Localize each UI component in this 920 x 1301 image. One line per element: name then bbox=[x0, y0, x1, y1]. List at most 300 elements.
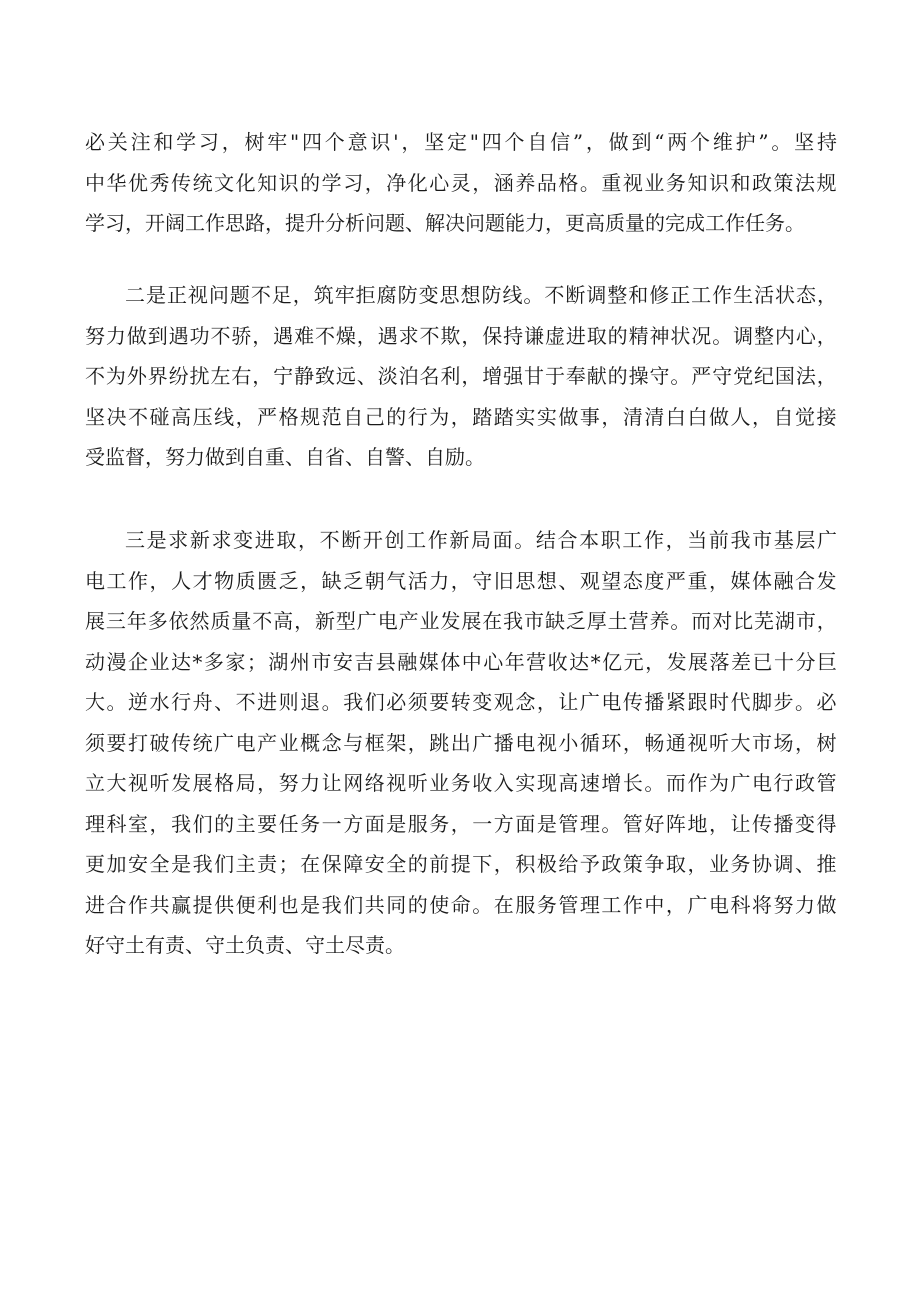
line-char: 作 bbox=[128, 568, 149, 593]
line-char: 和 bbox=[153, 130, 174, 154]
line-char: ， bbox=[816, 283, 837, 307]
line-char: 电 bbox=[85, 568, 105, 593]
line-char: 理 bbox=[579, 811, 600, 836]
line-char: ， bbox=[149, 811, 170, 836]
paragraph-line bbox=[85, 397, 837, 438]
line-char: 法 bbox=[795, 364, 816, 388]
line-char: 静 bbox=[294, 364, 315, 388]
line-char: 管 bbox=[816, 771, 837, 795]
line-char: ， bbox=[708, 811, 729, 836]
line-char: 漫 bbox=[106, 649, 127, 674]
line-char: 不 bbox=[210, 323, 231, 348]
line-char: ， bbox=[585, 130, 606, 154]
line-char: 进 bbox=[565, 323, 586, 348]
paragraph-line bbox=[85, 122, 837, 163]
line-char: 旧 bbox=[493, 568, 514, 593]
line-char: 好 bbox=[644, 811, 665, 836]
line-char: 筑 bbox=[313, 283, 334, 307]
line-char: 中 bbox=[644, 892, 665, 917]
line-char: 时 bbox=[708, 690, 729, 714]
line-char: 知 bbox=[257, 170, 278, 195]
line-char: 。 bbox=[321, 690, 342, 714]
line-char: 力 bbox=[795, 892, 816, 917]
line-char: 们 bbox=[343, 892, 364, 917]
paragraph-line bbox=[85, 804, 837, 845]
line-char: 牢 bbox=[334, 283, 355, 307]
line-char: 我 bbox=[321, 892, 342, 917]
line-char: 提 bbox=[450, 852, 471, 876]
line-char: 扰 bbox=[189, 364, 210, 388]
line-char: 电 bbox=[515, 730, 536, 755]
line-char: 踏 bbox=[472, 404, 493, 429]
line-char: 须 bbox=[85, 730, 105, 755]
line-char: 纷 bbox=[168, 364, 189, 388]
line-char: “ bbox=[654, 130, 665, 154]
line-char: 拒 bbox=[355, 283, 376, 307]
line-char: 创 bbox=[384, 528, 405, 552]
line-char: 市 bbox=[795, 609, 816, 633]
line-char: 出 bbox=[450, 730, 471, 755]
line-char: 土 bbox=[607, 609, 628, 633]
line-char: 养 bbox=[649, 609, 670, 633]
line-char: 供 bbox=[214, 892, 235, 917]
line-char: 。 bbox=[514, 528, 535, 552]
line-char: 管 bbox=[558, 892, 579, 917]
line-char: 提 bbox=[192, 892, 213, 917]
line-char: 广 bbox=[214, 730, 235, 755]
line-char: 才 bbox=[192, 568, 213, 593]
line-char: 予 bbox=[579, 852, 600, 876]
line-char: 不 bbox=[128, 404, 149, 429]
line-char: 外 bbox=[126, 364, 147, 388]
line-char: 朝 bbox=[364, 568, 385, 593]
line-char: 务 bbox=[730, 852, 751, 876]
line-char: 宁 bbox=[273, 364, 294, 388]
line-char: 。 bbox=[472, 892, 493, 917]
line-char: 强 bbox=[503, 364, 524, 388]
line-char: 电 bbox=[601, 690, 622, 714]
paragraph-line bbox=[85, 642, 837, 683]
line-char: 做 bbox=[126, 323, 147, 348]
line-char: 破 bbox=[149, 730, 170, 755]
line-char: 湖 bbox=[774, 609, 795, 633]
line-char: 习 bbox=[198, 130, 219, 154]
line-char: 传 bbox=[171, 170, 192, 195]
line-char: 。 bbox=[712, 323, 733, 348]
line-char: 坚 bbox=[794, 130, 815, 154]
line-char: 。 bbox=[523, 283, 544, 307]
line-char: 甘 bbox=[524, 364, 545, 388]
line-char: 求 bbox=[168, 528, 189, 552]
line-char: 络 bbox=[364, 771, 385, 795]
line-char: 状 bbox=[670, 323, 691, 348]
line-char: 做 bbox=[816, 892, 837, 917]
line-char: 融 bbox=[773, 568, 794, 593]
line-char: 念 bbox=[515, 690, 536, 714]
line-char: 协 bbox=[751, 852, 772, 876]
line-char: ” bbox=[572, 130, 584, 154]
line-char: ， bbox=[300, 568, 321, 593]
line-char: ， bbox=[292, 283, 313, 307]
line-char: 燥 bbox=[335, 323, 356, 348]
line-char: 必 bbox=[85, 130, 105, 154]
line-char: 坚 bbox=[424, 130, 445, 154]
line-char: 识 bbox=[370, 130, 391, 154]
line-char: 断 bbox=[341, 528, 362, 552]
line-char: 听 bbox=[149, 771, 170, 795]
line-char: ， bbox=[252, 364, 273, 388]
line-char: 长 bbox=[622, 771, 643, 795]
line-char: 法 bbox=[795, 170, 816, 195]
line-char: 个 bbox=[690, 130, 711, 154]
line-char: 物 bbox=[214, 568, 235, 593]
line-char: 们 bbox=[214, 852, 235, 876]
line-char: 质 bbox=[235, 568, 256, 593]
line-char: 两 bbox=[667, 130, 688, 154]
line-char: 灵 bbox=[450, 170, 471, 195]
line-char: ， bbox=[356, 323, 377, 348]
line-char: 心 bbox=[429, 170, 450, 195]
paragraph-line bbox=[85, 763, 837, 804]
line-char: 调 bbox=[733, 323, 754, 348]
line-char: 的 bbox=[214, 811, 235, 836]
line-text: 受监督，努力做到自重、自省、自警、自励。 bbox=[85, 445, 485, 469]
line-char: 年 bbox=[504, 649, 525, 674]
line-char: 面 bbox=[492, 528, 513, 552]
line-char: 秀 bbox=[149, 170, 170, 195]
line-char: 不 bbox=[252, 609, 273, 633]
line-char: 开 bbox=[362, 528, 383, 552]
paragraph-line bbox=[85, 601, 837, 642]
line-char: ， bbox=[795, 730, 816, 755]
line-char: 不 bbox=[85, 364, 105, 388]
line-char: 视 bbox=[687, 730, 708, 755]
line-char: 电 bbox=[377, 609, 398, 633]
line-char: 代 bbox=[730, 690, 751, 714]
line-char: 达 bbox=[569, 649, 590, 674]
line-char: 调 bbox=[773, 852, 794, 876]
line-char: 阵 bbox=[665, 811, 686, 836]
line-char: 养 bbox=[515, 170, 536, 195]
line-char: 而 bbox=[691, 609, 712, 633]
line-char: 神 bbox=[649, 323, 670, 348]
line-char: 努 bbox=[85, 323, 105, 348]
line-char: 的 bbox=[300, 170, 321, 195]
line-char: 严 bbox=[665, 568, 686, 593]
line-char: 安 bbox=[128, 852, 149, 876]
line-char: 意 bbox=[347, 130, 368, 154]
line-char: 业 bbox=[149, 649, 170, 674]
line-char: 多 bbox=[203, 649, 224, 674]
line-char: 听 bbox=[407, 771, 428, 795]
line-char: 加 bbox=[106, 852, 127, 876]
line-char: 工 bbox=[691, 283, 712, 307]
line-char: 三 bbox=[125, 528, 145, 552]
line-char: ” bbox=[758, 130, 769, 154]
line-char: 务 bbox=[450, 771, 471, 795]
line-char: ， bbox=[665, 892, 686, 917]
line-char: 发 bbox=[171, 771, 192, 795]
line-char: 要 bbox=[429, 690, 450, 714]
line-char: 为 bbox=[708, 771, 729, 795]
line-char: 现 bbox=[536, 771, 557, 795]
line-char: 然 bbox=[189, 609, 210, 633]
line-char: 想 bbox=[460, 283, 481, 307]
line-char: 州 bbox=[289, 649, 310, 674]
line-char: 持 bbox=[503, 323, 524, 348]
line-char: 奉 bbox=[565, 364, 586, 388]
line-char: 全 bbox=[149, 852, 170, 876]
line-char: 发 bbox=[816, 568, 837, 593]
line-char: ， bbox=[149, 568, 170, 593]
paragraph-three bbox=[85, 520, 837, 966]
line-char: 型 bbox=[335, 609, 356, 633]
line-char: 严 bbox=[691, 364, 712, 388]
line-char: 在 bbox=[482, 609, 503, 633]
line-char: ， bbox=[235, 404, 256, 429]
line-char: 视 bbox=[536, 730, 557, 755]
line-char: 的 bbox=[607, 323, 628, 348]
line-char: 紧 bbox=[665, 690, 686, 714]
line-char: 做 bbox=[608, 130, 629, 154]
line-char: 们 bbox=[192, 811, 213, 836]
line-char: 匮 bbox=[257, 568, 278, 593]
line-char: 产 bbox=[398, 609, 419, 633]
line-char: 增 bbox=[601, 771, 622, 795]
line-char: 清 bbox=[644, 404, 665, 429]
line-char: 步 bbox=[773, 690, 794, 714]
line-char: 我 bbox=[503, 609, 524, 633]
line-char: 环 bbox=[601, 730, 622, 755]
line-char: 收 bbox=[547, 649, 568, 674]
line-char: 让 bbox=[558, 690, 579, 714]
line-char: 保 bbox=[482, 323, 503, 348]
line-char: 想 bbox=[536, 568, 557, 593]
line-char: 则 bbox=[278, 690, 299, 714]
line-char: 地 bbox=[687, 811, 708, 836]
line-char: 广 bbox=[817, 528, 837, 552]
line-char: 识 bbox=[278, 170, 299, 195]
line-char: 生 bbox=[733, 283, 754, 307]
line-char: 守 bbox=[712, 364, 733, 388]
line-char: 变 bbox=[795, 811, 816, 836]
line-char: 实 bbox=[536, 404, 557, 429]
line-char: 、 bbox=[558, 568, 579, 593]
line-char: 到 bbox=[147, 323, 168, 348]
line-char: 调 bbox=[586, 283, 607, 307]
line-char: 护 bbox=[735, 130, 756, 154]
line-char: 层 bbox=[795, 528, 816, 552]
line-char: 中 bbox=[461, 649, 482, 674]
line-char: 度 bbox=[644, 568, 665, 593]
line-char: 广 bbox=[687, 892, 708, 917]
line-char: 压 bbox=[192, 404, 213, 429]
line-char: 自 bbox=[527, 130, 548, 154]
line-char: 活 bbox=[407, 568, 428, 593]
line-char: ， bbox=[665, 528, 686, 552]
line-char: 一 bbox=[321, 811, 342, 836]
line-char: 定 bbox=[446, 130, 467, 154]
paragraph-line bbox=[85, 682, 837, 723]
line-char: 思 bbox=[515, 568, 536, 593]
line-char: 不 bbox=[319, 528, 340, 552]
line-char: 退 bbox=[300, 690, 321, 714]
line-char: 发 bbox=[440, 609, 461, 633]
line-char: 媒 bbox=[730, 568, 751, 593]
line-char: 方 bbox=[493, 811, 514, 836]
line-char: 行 bbox=[773, 771, 794, 795]
line-char: 理 bbox=[579, 892, 600, 917]
line-char: 展 bbox=[192, 771, 213, 795]
line-char: 共 bbox=[149, 892, 170, 917]
line-char: 觉 bbox=[795, 404, 816, 429]
line-char: ， bbox=[221, 130, 242, 154]
line-char: 动 bbox=[85, 649, 105, 674]
line-char: 保 bbox=[321, 852, 342, 876]
line-char: 同 bbox=[386, 892, 407, 917]
line-char: 泊 bbox=[398, 364, 419, 388]
line-char: 决 bbox=[106, 404, 127, 429]
paragraph-line bbox=[85, 356, 837, 397]
line-char: 广 bbox=[579, 690, 600, 714]
line-char: ， bbox=[816, 609, 837, 633]
line-char: 格 bbox=[214, 771, 235, 795]
line-text: 学习，开阔工作思路，提升分析问题、解决问题能力，更高质量的完成工作任务。 bbox=[85, 211, 805, 235]
line-char: 的 bbox=[607, 364, 628, 388]
line-char: 维 bbox=[712, 130, 733, 154]
line-char: 腐 bbox=[376, 283, 397, 307]
line-char: 中 bbox=[85, 170, 105, 195]
line-char: 乏 bbox=[343, 568, 364, 593]
line-char: 立 bbox=[85, 771, 105, 795]
line-char: 使 bbox=[429, 892, 450, 917]
line-char: 前 bbox=[429, 852, 450, 876]
line-char: 在 bbox=[300, 852, 321, 876]
line-char: 芜 bbox=[754, 609, 774, 633]
line-char: * bbox=[192, 649, 203, 674]
line-char: 广 bbox=[356, 609, 377, 633]
line-char: 局 bbox=[471, 528, 491, 552]
line-char: 架 bbox=[386, 730, 407, 755]
line-char: 我 bbox=[730, 528, 751, 552]
line-char: 而 bbox=[665, 771, 686, 795]
line-char: 作 bbox=[128, 892, 149, 917]
line-char: 牢 bbox=[267, 130, 288, 154]
line-char: 质 bbox=[210, 609, 231, 633]
line-char: 策 bbox=[773, 170, 794, 195]
line-char: 正 bbox=[670, 283, 691, 307]
line-char: 信 bbox=[550, 130, 571, 154]
line-char: 合 bbox=[106, 892, 127, 917]
line-char: 新 bbox=[314, 609, 335, 633]
line-char: 元 bbox=[623, 649, 644, 674]
line-char: 遇 bbox=[273, 323, 294, 348]
line-char: 业 bbox=[708, 852, 729, 876]
line-char: 市 bbox=[311, 649, 332, 674]
line-char: 状 bbox=[775, 283, 796, 307]
line-char: 吉 bbox=[354, 649, 375, 674]
line-char: 作 bbox=[644, 528, 664, 552]
line-char: 推 bbox=[816, 852, 837, 876]
line-char: 树 bbox=[244, 130, 265, 154]
line-char: 况 bbox=[691, 323, 712, 348]
line-char: 我 bbox=[343, 690, 364, 714]
line-char: 工 bbox=[601, 892, 622, 917]
line-char: 视 bbox=[386, 771, 407, 795]
line-char: ， bbox=[450, 811, 471, 836]
line-char: 足 bbox=[271, 283, 292, 307]
line-char: 党 bbox=[733, 364, 754, 388]
line-char: 变 bbox=[233, 528, 254, 552]
line-char: 进 bbox=[257, 690, 278, 714]
line-char: 自 bbox=[773, 404, 794, 429]
line-char: 修 bbox=[649, 283, 670, 307]
line-char: 展 bbox=[85, 609, 105, 633]
line-char: 心 bbox=[795, 323, 816, 348]
line-char: 文 bbox=[214, 170, 235, 195]
line-char: 跳 bbox=[429, 730, 450, 755]
line-char: 面 bbox=[515, 811, 536, 836]
line-char: 业 bbox=[429, 771, 450, 795]
line-char: 高 bbox=[558, 771, 579, 795]
line-char: ， bbox=[461, 364, 482, 388]
line-char: 量 bbox=[231, 609, 252, 633]
line-char: 务 bbox=[300, 811, 321, 836]
line-char: 展 bbox=[461, 609, 482, 633]
line-char: 传 bbox=[751, 811, 772, 836]
line-char: 须 bbox=[407, 690, 428, 714]
line-char: 四 bbox=[481, 130, 502, 154]
line-char: 求 bbox=[398, 323, 419, 348]
line-char: 媒 bbox=[418, 649, 439, 674]
line-char: 亿 bbox=[602, 649, 623, 674]
line-char: 自 bbox=[343, 404, 364, 429]
line-char: 十 bbox=[773, 649, 794, 674]
line-char: 进 bbox=[254, 528, 275, 552]
line-char: 大 bbox=[106, 771, 127, 795]
line-char: 左 bbox=[210, 364, 231, 388]
line-char: 为 bbox=[429, 404, 450, 429]
line-char: 便 bbox=[235, 892, 256, 917]
line-char: 不 bbox=[314, 323, 335, 348]
line-char: " bbox=[290, 130, 300, 154]
line-char: 依 bbox=[168, 609, 189, 633]
paragraph-line bbox=[85, 275, 837, 316]
line-char: 取 bbox=[665, 852, 686, 876]
line-char: 严 bbox=[257, 404, 278, 429]
line-char: 得 bbox=[816, 811, 837, 836]
line-char: 务 bbox=[665, 170, 686, 195]
line-char: 工 bbox=[106, 568, 127, 593]
line-char: 线 bbox=[214, 404, 235, 429]
line-char: ， bbox=[493, 852, 514, 876]
line-char: 实 bbox=[515, 771, 536, 795]
line-char: 活 bbox=[754, 283, 775, 307]
line-char: 心 bbox=[483, 649, 504, 674]
line-char: 虚 bbox=[544, 323, 565, 348]
paragraph-line bbox=[85, 520, 837, 561]
line-char: 正 bbox=[166, 283, 187, 307]
line-char: 结 bbox=[535, 528, 556, 552]
line-char: 小 bbox=[558, 730, 579, 755]
line-char: 接 bbox=[816, 404, 837, 429]
line-char: 多 bbox=[147, 609, 168, 633]
line-char: 视 bbox=[187, 283, 208, 307]
line-char: 共 bbox=[364, 892, 385, 917]
line-char: 方 bbox=[343, 811, 364, 836]
paragraph-two bbox=[85, 275, 837, 478]
line-char: 障 bbox=[343, 852, 364, 876]
